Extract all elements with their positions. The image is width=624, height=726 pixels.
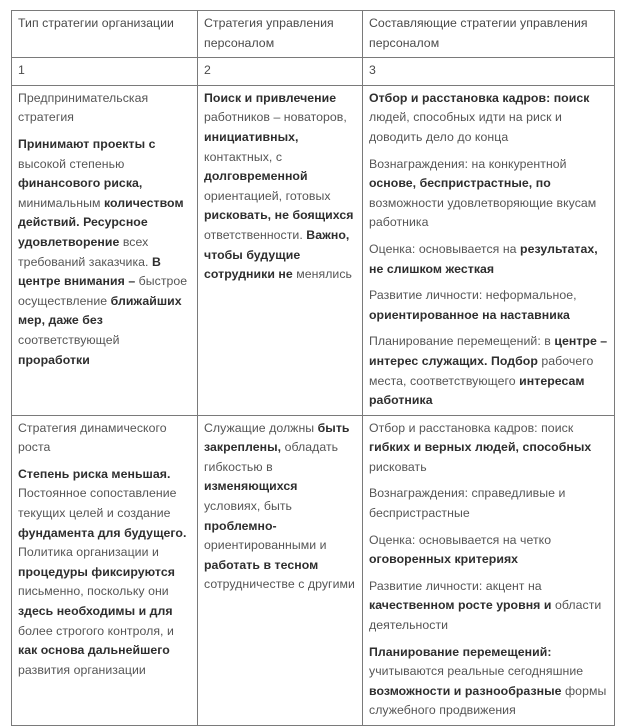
bold-text-run: Поиск и привлечение bbox=[204, 90, 337, 105]
header-cell-strategy-components: Составляющие стратегии управления персоналом bbox=[363, 11, 615, 58]
text-run: Развитие личности: акцент на bbox=[369, 578, 542, 593]
text-run: Политика организации и bbox=[18, 545, 159, 560]
text-run: условиях, быть bbox=[204, 499, 292, 514]
bold-text-run: Отбор и расстановка кадров: поиск bbox=[369, 90, 590, 105]
org-strategy-type-cell bbox=[12, 415, 198, 725]
bold-text-run: процедуры фиксируются bbox=[18, 564, 175, 579]
text-run: менялись bbox=[296, 267, 353, 282]
personnel-strategy-cell bbox=[198, 85, 363, 415]
text-run: развития организации bbox=[18, 662, 146, 677]
text-run: ориентацией, готовых bbox=[204, 188, 331, 203]
bold-text-run: количеством действий. Ресурсное удовлетворение bbox=[18, 195, 184, 249]
text-run: Оценка: основывается на bbox=[369, 241, 521, 256]
bold-text-run: гибких и верных людей, способных bbox=[369, 440, 592, 455]
text-run: учитываются реальные сегодняшние bbox=[369, 664, 584, 679]
text-run: более строгого контроля, и bbox=[18, 623, 174, 638]
bold-text-run: Принимают проекты с bbox=[18, 136, 156, 151]
bold-text-run: инициативных, bbox=[204, 129, 299, 144]
table-row bbox=[12, 85, 615, 415]
bold-text-run: рисковать, не боящихся bbox=[204, 208, 354, 223]
text-run: Планирование перемещений: в bbox=[369, 334, 555, 349]
cell-paragraph bbox=[369, 240, 608, 279]
cell-paragraph bbox=[369, 332, 608, 410]
text-run: Вознаграждения: справедливые и беспристрастные bbox=[369, 486, 566, 521]
text-run: минимальным bbox=[18, 195, 104, 210]
text-run: Постоянное сопоставление текущих целей и создание bbox=[18, 486, 177, 521]
cell-paragraph bbox=[369, 155, 608, 233]
text-run: всех требований заказчика. bbox=[18, 234, 152, 269]
header-cell-org-strategy-type: Тип стратегии организации bbox=[12, 11, 198, 58]
bold-text-run: возможности и разнообразные bbox=[369, 683, 566, 698]
bold-text-run: интересам работника bbox=[369, 373, 585, 408]
bold-text-run: как основа дальнейшего bbox=[18, 643, 170, 658]
text-run: Стратегия динамического роста bbox=[18, 420, 167, 455]
bold-text-run: работать в тесном bbox=[204, 557, 319, 572]
cell-paragraph bbox=[18, 465, 191, 681]
bold-text-run: финансового риска, bbox=[18, 176, 143, 191]
text-run: возможности удовлетворяющие вкусам работника bbox=[369, 195, 597, 230]
cell-paragraph bbox=[18, 135, 191, 370]
text-run: письменно, поскольку они bbox=[18, 584, 169, 599]
text-run: формы служебного продвижения bbox=[369, 683, 607, 718]
cell-paragraph bbox=[369, 577, 608, 636]
bold-text-run: Планирование перемещений: bbox=[369, 644, 552, 659]
column-number-cell: 3 bbox=[363, 58, 615, 86]
bold-text-run: результатах, не слишком жесткая bbox=[369, 241, 598, 276]
text-run: людей, способных идти на риск и доводить дело до конца bbox=[369, 110, 562, 144]
text-run: Развитие личности: неформальное, bbox=[369, 288, 577, 303]
cell-paragraph bbox=[369, 531, 608, 570]
table-row bbox=[12, 415, 615, 725]
cell-paragraph bbox=[369, 89, 608, 148]
text-run: работников – новаторов, bbox=[204, 110, 347, 125]
bold-text-run: фундамента для будущего. bbox=[18, 525, 187, 540]
bold-text-run: оговоренных критериях bbox=[369, 552, 519, 567]
bold-text-run: центре – интерес служащих. Подбор bbox=[369, 334, 608, 368]
text-run: высокой степенью bbox=[18, 156, 125, 171]
text-run: контактных, с bbox=[204, 149, 283, 164]
text-run: рисковать bbox=[369, 459, 427, 474]
table-header-row bbox=[12, 11, 615, 58]
bold-text-run: изменяющихся bbox=[204, 479, 298, 494]
bold-text-run: долговременной bbox=[204, 169, 308, 184]
cell-paragraph bbox=[204, 89, 356, 285]
strategy-components-cell bbox=[363, 85, 615, 415]
strategy-components-cell bbox=[363, 415, 615, 725]
bold-text-run: ориентированное на наставника bbox=[369, 307, 570, 322]
cell-paragraph bbox=[204, 419, 356, 595]
bold-text-run: здесь необходимы и для bbox=[18, 604, 173, 619]
bold-text-run: Важно, чтобы будущие сотрудники не bbox=[204, 227, 350, 282]
cell-paragraph bbox=[369, 643, 608, 721]
cell-paragraph bbox=[369, 419, 608, 478]
bold-text-run: ближайших мер, даже без bbox=[18, 293, 182, 328]
header-cell-personnel-strategy: Стратегия управления персоналом bbox=[198, 11, 363, 58]
text-run: сотрудничестве с другими bbox=[204, 577, 355, 592]
column-number-row bbox=[12, 58, 615, 86]
column-number-cell: 1 bbox=[12, 58, 198, 86]
cell-paragraph bbox=[369, 484, 608, 523]
bold-text-run: Степень риска меньшая. bbox=[18, 466, 171, 481]
text-run: Оценка: основывается на четко bbox=[369, 532, 552, 547]
text-run: области деятельности bbox=[369, 598, 602, 633]
text-run: Служащие должны bbox=[204, 420, 318, 435]
bold-text-run: качественном росте уровня и bbox=[369, 598, 555, 613]
text-run: Отбор и расстановка кадров: поиск bbox=[369, 420, 574, 435]
cell-paragraph bbox=[369, 286, 608, 325]
text-run: Вознаграждения: на конкурентной bbox=[369, 156, 567, 171]
text-run: Предпринимательская стратегия bbox=[18, 90, 149, 125]
strategy-table bbox=[11, 10, 615, 726]
text-run: ориентированными и bbox=[204, 538, 327, 553]
column-number-cell: 2 bbox=[198, 58, 363, 86]
text-run: соответствующей bbox=[18, 332, 120, 347]
org-strategy-type-cell bbox=[12, 85, 198, 415]
bold-text-run: В центре внимания – bbox=[18, 254, 161, 289]
bold-text-run: проблемно- bbox=[204, 518, 277, 533]
text-run: ответственности. bbox=[204, 227, 307, 242]
personnel-strategy-cell bbox=[198, 415, 363, 725]
text-run: быстрое осуществление bbox=[18, 274, 188, 308]
bold-text-run: быть закреплены, bbox=[204, 420, 350, 455]
text-run: обладать гибкостью в bbox=[204, 440, 339, 474]
bold-text-run: основе, беспристрастные, по bbox=[369, 176, 551, 191]
cell-paragraph bbox=[18, 89, 191, 128]
text-run: рабочего места, соответствующего bbox=[369, 353, 594, 388]
bold-text-run: проработки bbox=[18, 352, 90, 367]
cell-paragraph bbox=[18, 419, 191, 458]
